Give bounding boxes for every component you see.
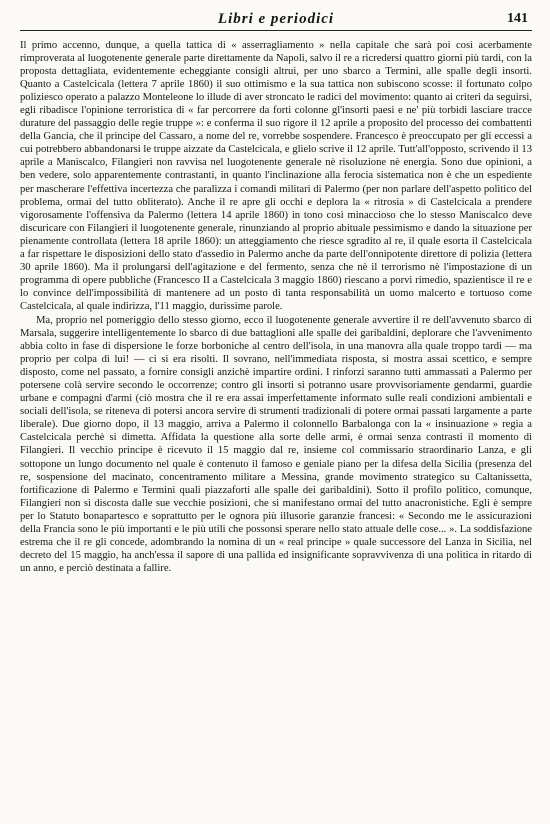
running-header [20,8,532,31]
paragraph-1: Il primo accenno, dunque, a quella tattica di « asserragliamento » nella capitale che sarà poi così acerbamente rimproverata al luogotenente generale parte direttamente da Napoli, salvo il re a ricredersi quattro giorni più tardi, con la proposta dettagliata, evidentemente echeggiante consigli altrui, per uno sbarco a Termini, alle spalle degli insorti. Quanto a Castelcicala (lettera 7 aprile 1860) il suo ottimismo e la sua tattica non subiscono scosse: il fortunato colpo poliziesco operato a palazzo Monteleone lo illude di aver stroncato le radici del movimento: quanto ai criteri da seguirsi, egli ribadisce l'opinione terroristica di « far percorrere da forti colonne gl'insorti paesi e ne' più torbidi lasciare tracce durature del passaggio delle regie truppe »: e conferma il suo rigore il 12 aprile a proposito del processo dei combattenti della Gancia, che il principe del Cassaro, a nome del re, vorrebbe sospendere. Francesco è preoccupato per gli eccessi a cui potrebbero abbandonarsi le truppe aizzate da Castelcicala, e glielo scrive il 12 aprile. Tutt'all'opposto, scrivendo il 13 aprile a Maniscalco, Filangieri non ravvisa nel luogotenente generale nè risoluzione nè energia. Sono due opinioni, a ben vedere, solo apparentemente contrastanti, in quanto l'inclinazione alla ferocia sistematica non è che un espediente per mascherare l'effettiva incertezza che paralizza i comandi militari di Palermo (per non parlare dell'aspetto politico del problema, ormai del tutto obliterato). Anche il re apre gli occhi e deplora la « ritrosia » di Castelcicala a prendere vigorosamente l'offensiva da Palermo (lettera 14 aprile 1860) in tono così minaccioso che lo stesso Maniscalco deve discuricare con Filangieri il luogotenente generale, rinunziando al proprio abituale pessimismo e dando la situazione per pienamente controllata (lettera 18 aprile 1860): un atteggiamento che riesce sgradito al re, il quale esorta il Castelcicala a far rispettare le disposizioni dello stato d'assedio in Palermo anche da parte dell'onnipotente direttore di polizia (lettera 30 aprile 1860). Ma il prolungarsi dell'agitazione e del fermento, senza che nè il terrorismo nè l'impostazione di un programma di opere pubbliche (Francesco II a Castelcicala 3 maggio 1860) riescano a porvi rimedio, spazientisce il re e lo convince dell'impossibilità di mantenere ad un posto di tanta responsabilità un uomo malcerto e tortuoso come Castelcicala, al quale indirizza, l'11 maggio, durissime parole. [20,40,532,312]
running-title: Libri e periodici [217,11,335,27]
page-number: 141 [507,11,528,26]
body-text [20,39,532,575]
paragraph-2: Ma, proprio nel pomeriggio dello stesso giorno, ecco il luogotenente generale avvertire il re dell'avvenuto sbarco di Marsala, suggerire intelligentemente lo sbarco di due battaglioni alle spalle dei garibaldini, deplorare che l'avvenimento abbia colto in fase di dispersione le forze borboniche al centro dell'isola, in una manovra alla quale troppo tardi — ma proprio per colpa di lui! — ci si era risolti. Il sovrano, nell'immediata risposta, si mostra assai scettico, e sempre disposto, come nel passato, a fornire consigli anzichè impartire ordini. I rinforzi saranno tutti ammassati a Palermo per potersene colà servire secondo le occorrenze; contro gli insorti si potranno usare provvisoriamente gendarmi, guardie urbane e compagni d'armi (ciò mostra che il re era assai imperfettamente informato sulle reali condizioni ambientali e sociali dell'isola, se riteneva di potersi ancora servire di strumenti tradizionali di potere ormai passati largamente a parte liberale). Due giorno dopo, il 13 maggio, arriva a Palermo il colonnello Barbalonga con la « insinuazione » regia a Castelcicala perchè si dimetta. Affidata la questione alla sorte delle armi, è ormai senza contrasti il momento di Filangieri. Il vecchio principe è ricevuto il 15 maggio dal re, insieme col commissario straordinario Lanza, e gli sottopone un lungo documento nel quale è contenuto il famoso e geniale piano per la difesa della Sicilia (presenza del re, sospensione del macinato, concentramento militare a Messina, grande movimento strategico su Caltanissetta, fortificazione di Palermo e Termini quali piazzaforti alle spalle dei garibaldini). Sotto il profilo politico, comunque, Filangieri non si discosta dalle sue vecchie posizioni, che si manifestano ormai del tutto anacronistiche. Egli è sempre per lo Statuto bonapartesco e soprattutto per le ognora più illusorie garanzie francesi: « Secondo me le assicurazioni della Francia sono le più importanti e le più utili che possonsi sperare nello stato attuale delle cose... ». La soddisfazione estrema che il re gli concede, adombrando la nomina di un « real principe » quale successore del Lanza in Sicilia, nel decreto del 15 maggio, ha anch'essa il sapore di una pallida ed insignificante sopravvivenza di una politica in ritardo di un anno, e perciò destinata a fallire. [20,314,532,574]
